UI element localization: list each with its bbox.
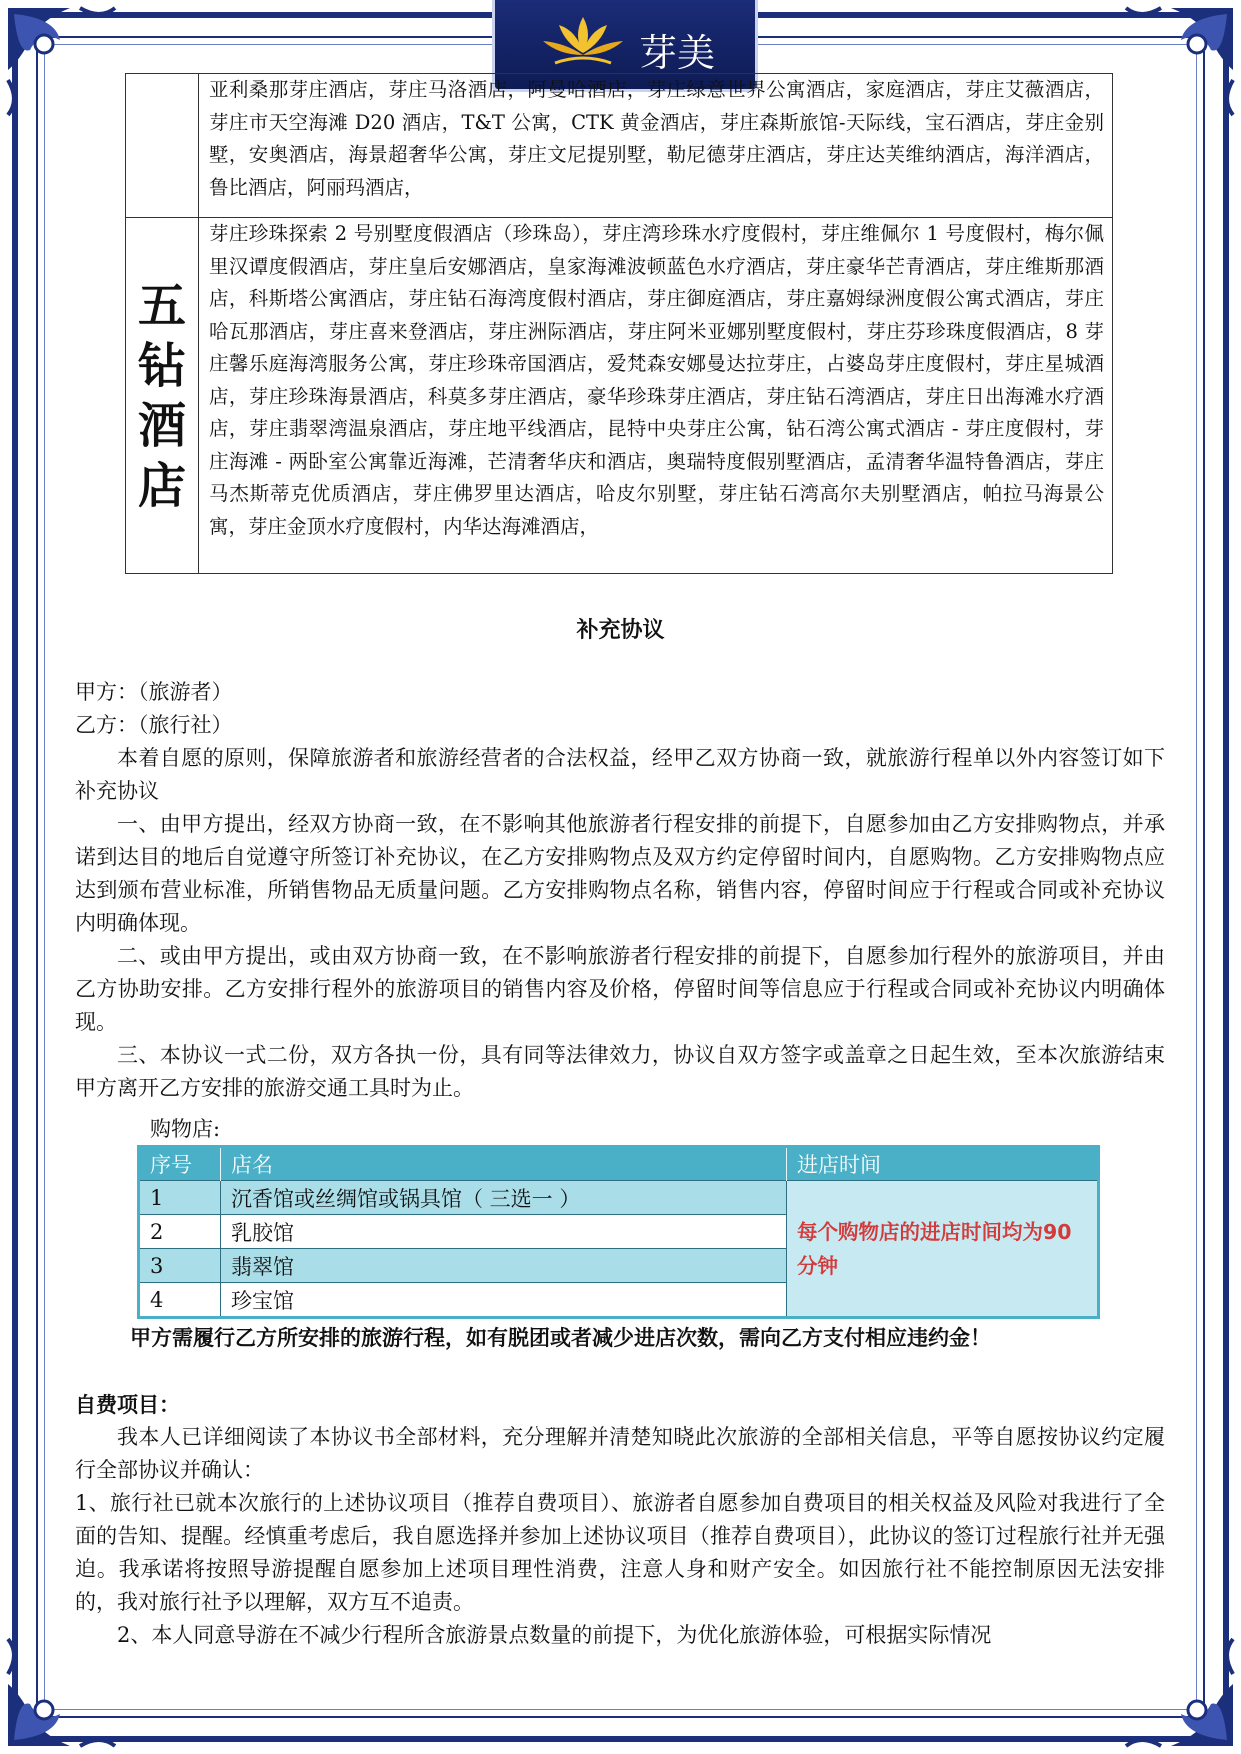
hotel-category-five-diamond (126, 218, 199, 574)
shop-name: 珍宝馆 (221, 1283, 787, 1318)
shop-name: 沉香馆或丝绸馆或锅具馆（ 三选一 ） (221, 1181, 787, 1215)
agreement-clause-2: 二、或由甲方提出，或由双方协商一致，在不影响旅游者行程安排的前提下，自愿参加行程外的旅游项目，并由乙方协助安排。乙方安排行程外的旅游项目的销售内容及价格，停留时间等信息应于行程或合同或补充协议内明确体现。 (75, 944, 1165, 1034)
hotel-row (126, 74, 1113, 218)
optional-paragraph-1: 我本人已详细阅读了本协议书全部材料，充分理解并清楚知晓此次旅游的全部相关信息，平等自愿按协议约定履行全部协议并确认： (75, 1425, 1165, 1482)
corner-ornament-icon (1121, 0, 1241, 120)
party-a: 甲方：（旅游者） (75, 680, 233, 704)
shop-row (139, 1181, 1099, 1215)
agreement-intro: 本着自愿的原则，保障旅游者和旅游经营者的合法权益，经甲乙双方协商一致，就旅游行程单以外内容签订如下补充协议 (75, 746, 1165, 803)
corner-ornament-icon (0, 1634, 120, 1754)
shop-number: 1 (139, 1181, 221, 1215)
optional-items-heading: 自费项目： (75, 1392, 180, 1417)
hotel-category-label (127, 276, 197, 516)
penalty-warning: 甲方需履行乙方所安排的旅游行程，如有脱团或者减少进店次数，需向乙方支付相应违约金！ (130, 1325, 991, 1350)
corner-ornament-icon (1121, 1634, 1241, 1754)
shop-table-header (139, 1147, 1099, 1181)
shop-time-note: 每个购物店的进店时间均为90分钟 (787, 1181, 1099, 1318)
header-name: 店名 (221, 1147, 787, 1181)
hotel-list-cell: 亚利桑那芽庄酒店，芽庄马洛酒店，阿曼哈酒店，芽庄绿意世界公寓酒店，家庭酒店，芽庄艾薇酒店，芽庄市天空海滩 D20 酒店，T&T 公寓，CTK 黄金酒店，芽庄森斯旅馆-天际线，宝石酒店，芽庄金别墅，安奥酒店，海景超奢华公寓，芽庄文尼提别墅，勒尼德芽庄酒店，芽庄达芙维纳酒店，海洋酒店，鲁比酒店，阿丽玛酒店， (199, 74, 1113, 218)
agreement-title: 补充协议 (576, 618, 665, 643)
shop-label: 购物店: (150, 1117, 221, 1141)
shop-number: 4 (139, 1283, 221, 1318)
agreement-clause-1: 一、由甲方提出，经双方协商一致，在不影响其他旅游者行程安排的前提下，自愿参加由乙方安排购物点，并承诺到达目的地后自觉遵守所签订补充协议，在乙方安排购物点及双方约定停留时间内，自愿购物。乙方安排购物点应达到颁布营业标准，所销售物品无质量问题。乙方安排购物点名称，销售内容，停留时间应于行程或合同或补充协议内明确体现。 (75, 812, 1165, 935)
header-time: 进店时间 (787, 1147, 1099, 1181)
header-number: 序号 (139, 1147, 221, 1181)
shop-name: 乳胶馆 (221, 1215, 787, 1249)
optional-paragraph-2: 1、旅行社已就本次旅行的上述协议项目（推荐自费项目）、旅游者自愿参加自费项目的相关权益及风险对我进行了全面的告知、提醒。经慎重考虑后，我自愿选择并参加上述协议项目（推荐自费项目），此协议的签订过程旅行社并无强迫。我承诺将按照导游提醒自愿参加上述项目理性消费，注意人身和财产安全。如因旅行社不能控制原因无法安排的，我对旅行社予以理解，双方互不追责。 (75, 1491, 1165, 1614)
hotel-category-char: 店 (137, 457, 186, 514)
agreement-body (75, 676, 1165, 1105)
hotel-category-cell (126, 74, 199, 218)
shop-table (137, 1145, 1100, 1319)
hotel-category-char: 酒 (137, 397, 186, 454)
lotus-logo-icon (535, 9, 631, 81)
brand-name: 芽美 (638, 31, 715, 75)
shop-number: 3 (139, 1249, 221, 1283)
hotel-row (126, 218, 1113, 574)
party-b: 乙方：（旅行社） (75, 713, 233, 737)
hotel-table (125, 73, 1113, 574)
shop-number: 2 (139, 1215, 221, 1249)
hotel-list-cell: 芽庄珍珠探索 2 号别墅度假酒店（珍珠岛），芽庄湾珍珠水疗度假村，芽庄维佩尔 1 号度假村，梅尔佩里汉谭度假酒店，芽庄皇后安娜酒店，皇家海滩波顿蓝色水疗酒店，芽庄豪华芒青酒店，芽庄维斯那酒店，科斯塔公寓酒店，芽庄钻石海湾度假村酒店，芽庄御庭酒店，芽庄嘉姆绿洲度假公寓式酒店，芽庄哈瓦那酒店，芽庄喜来登酒店，芽庄洲际酒店，芽庄阿米亚娜别墅度假村，芽庄芬珍珠度假酒店，8 芽庄馨乐庭海湾服务公寓，芽庄珍珠帝国酒店，爱梵森安娜曼达拉芽庄，占婆岛芽庄度假村，芽庄星城酒店，芽庄珍珠海景酒店，科莫多芽庄酒店，豪华珍珠芽庄酒店，芽庄钻石湾酒店，芽庄日出海滩水疗酒店，芽庄翡翠湾温泉酒店，芽庄地平线酒店，昆特中央芽庄公寓，钻石湾公寓式酒店 - 芽庄度假村，芽庄海滩 - 两卧室公寓靠近海滩，芒清奢华庆和酒店，奥瑞特度假别墅酒店，孟清奢华温特鲁酒店，芽庄马杰斯蒂克优质酒店，芽庄佛罗里达酒店，哈皮尔别墅，芽庄钻石湾高尔夫别墅酒店，帕拉马海景公寓，芽庄金顶水疗度假村，内华达海滩酒店， (199, 218, 1113, 574)
optional-paragraph-3: 2、本人同意导游在不减少行程所含旅游景点数量的前提下，为优化旅游体验，可根据实际情况 (117, 1623, 992, 1647)
optional-items-body (75, 1421, 1165, 1652)
agreement-clause-3: 三、本协议一式二份，双方各执一份，具有同等法律效力，协议自双方签字或盖章之日起生效，至本次旅游结束甲方离开乙方安排的旅游交通工具时为止。 (75, 1043, 1165, 1100)
hotel-category-char: 钻 (137, 337, 186, 394)
corner-ornament-icon (0, 0, 120, 120)
shop-name: 翡翠馆 (221, 1249, 787, 1283)
hotel-category-char: 五 (137, 277, 186, 334)
